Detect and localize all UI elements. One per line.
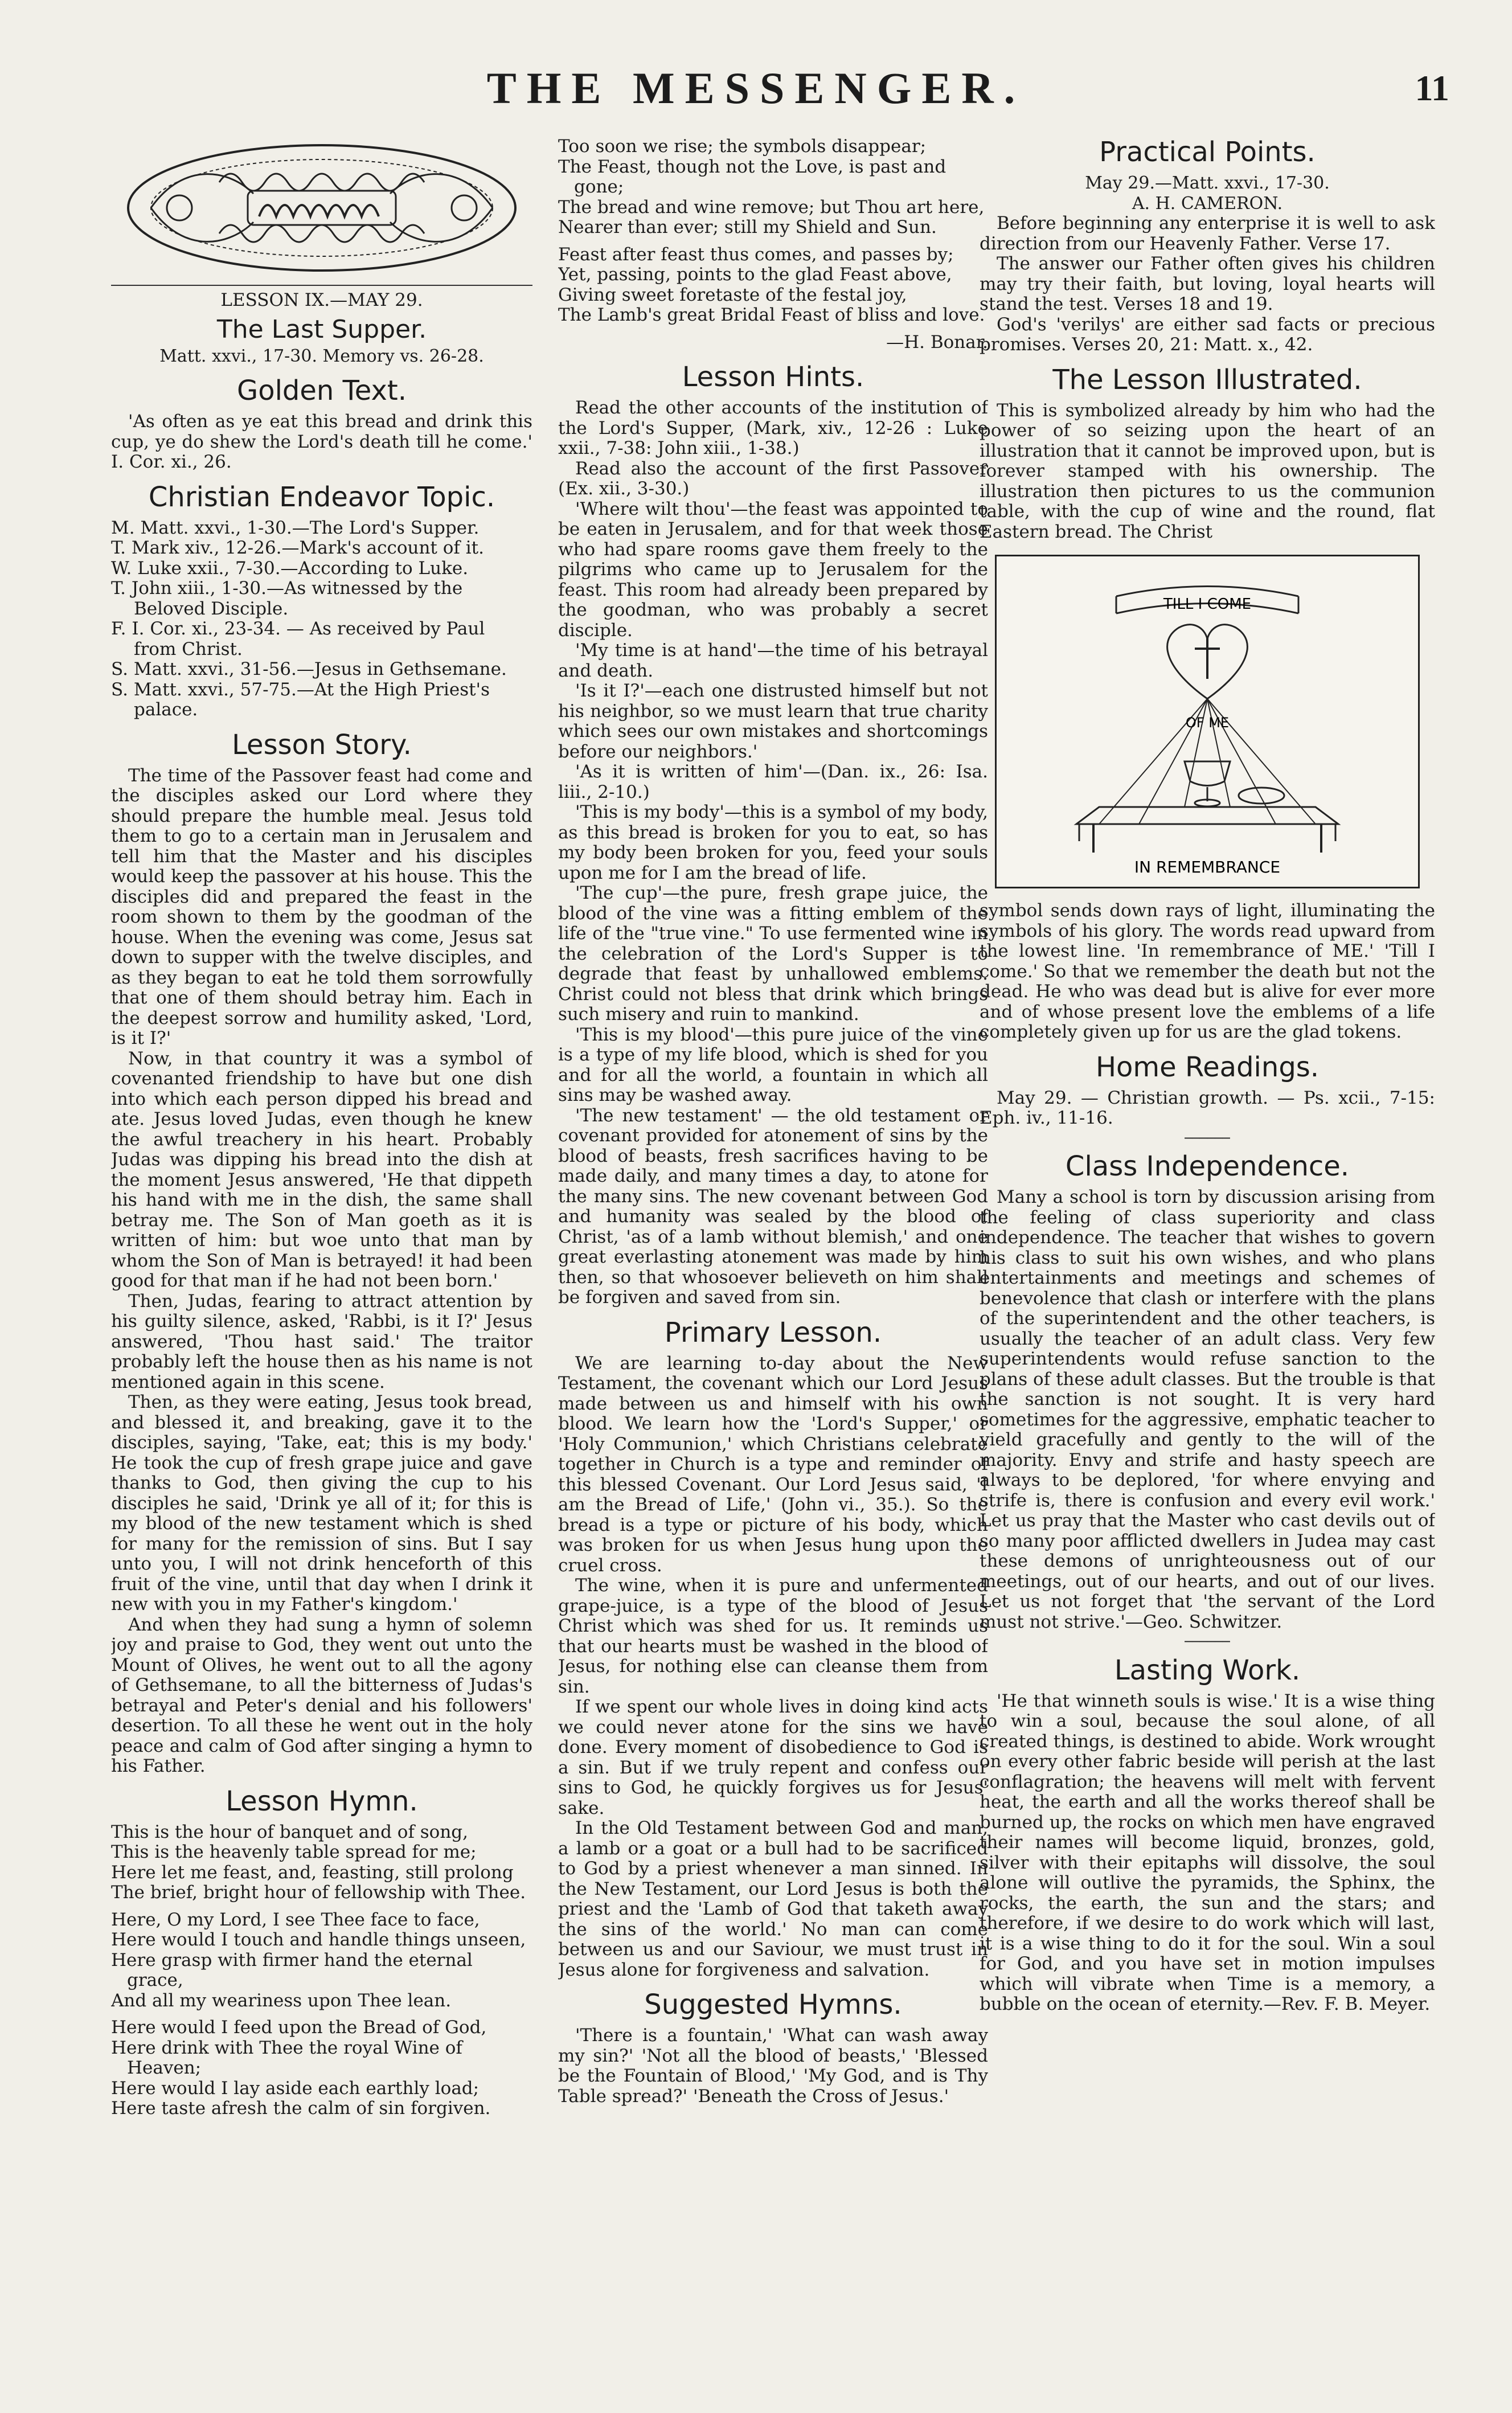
hymn-stanza [111,1822,532,1903]
hint-paragraph: 'As it is written of him'—(Dan. ix., 26: Isa. liii., 2-10.) [558,761,988,802]
hymn-line: Here let me feast, and, feasting, still prolong [111,1862,514,1883]
newspaper-title: THE MESSENGER. [486,63,1026,113]
hymn-stanza [111,2018,532,2119]
topic-item: S. Matt. xxvi., 31-56.—Jesus in Gethsemane. [111,659,507,679]
lasting-work-text: 'He that winneth souls is wise.' It is a wise thing to win a soul, because the soul alone, of all created things, is destined to abide. Work wrought on every other fabric beside will perish at the last conflagration; the heavens will melt with fervent heat, the earth and all the works thereof shall be burned up, the rocks on which men have engraved their names will become liquid, bronzes, gold, silver with their epitaphs will dissolve, the soul alone will outlive the pyramids, the Sphinx, the rocks, the earth, the sun and the stars; and therefore, if we desire to do work which will last, it is a wise thing to do it for the soul. Win a soul for God, and you have set in motion impulses which will vibrate when Time is a memory, a bubble on the ocean of eternity.—Rev. F. B. Meyer. [980,1690,1435,2014]
lesson-reference: Matt. xxvi., 17-30. Memory vs. 26-28. [159,346,484,366]
story-paragraph: Now, in that country it was a symbol of covenanted friendship to have but one dish into which each person dipped his bread and ate. Jesus loved Judas, even though he knew the awful treachery in his heart. Probably Judas was dipping his bread into the dish at the moment Jesus answered, 'He that dippeth his hand with me in the dish, the same shall betray me. The Son of Man goeth as it is written of him: but woe unto that man by whom the Son of Man is betrayed! it had been good for that man if he had not been born.' [111,1048,532,1291]
hymn-line: Here would I feed upon the Bread of God, [111,2017,487,2038]
hint-paragraph: 'Where wilt thou'—the feast was appointed to be eaten in Jerusalem, and for that week those who had spare rooms gave them freely to the pilgrims who came up to Jerusalem for the feast. This room had already been prepared by the goodman, who was probably a secret disciple. [558,498,988,641]
communion-illustration [995,555,1420,888]
hint-paragraph: 'This is my blood'—this pure juice of the vine is a type of my life blood, which is shed for you and for all the world, a fountain in which all sins may be washed away. [558,1024,988,1105]
lesson-title: The Last Supper. [216,314,427,344]
practical-points-author: A. H. CAMERON. [1132,193,1283,214]
ornament-divider: ────── [1185,1635,1230,1649]
lesson-hints-heading: Lesson Hints. [682,361,864,393]
suggested-hymns-text: 'There is a fountain,' 'What can wash away my sin?' 'Not all the blood of beasts,' 'Blessed be the Fountain of Blood,' 'My God, and is Thy Table spread?' 'Beneath the Cross of Jesus.' [558,2025,988,2107]
hymn-stanza [558,245,988,326]
page-number: 11 [1415,68,1449,108]
column-left [111,137,532,2141]
story-paragraph: And when they had sung a hymn of solemn joy and praise to God, they went out unto the Mount of Olives, he went out to all the agony of Gethsemane, to all the bitterness of Judas's betrayal and Peter's denial and his followers' desertion. To all these he went out in the holy peace and calm of God after singing a hymn to his Father. [111,1614,532,1776]
hymn-line: Here would I touch and handle things unseen, [111,1929,526,1950]
hymn-stanza [111,1910,532,2011]
hymn-line: Too soon we rise; the symbols disappear; [558,137,927,157]
primary-paragraph: The wine, when it is pure and unfermented grape-juice, is a type of the blood of Jesus Christ which was shed for us. It reminds us that our hearts must be washed in the blood of Jesus, for nothing else can cleanse them from sin. [558,1575,988,1697]
hymn-line: The Feast, though not the Love, is past and gone; [558,156,946,197]
hint-paragraph: Read also the account of the first Passover (Ex. xii., 3-30.) [558,458,988,499]
topic-item: T. John xiii., 1-30.—As witnessed by the Beloved Disciple. [111,578,463,619]
illustrated-paragraph: symbol sends down rays of light, illuminating the symbols of his glory. The words read upward from the lowest line. 'In remembrance of ME.' 'Till I come.' So that we remember the death but not the dead. He who was dead but is alive for ever more and of whose present love the emblems of a life completely given up for us are the glad tokens. [980,900,1435,1042]
suggested-hymns-heading: Suggested Hymns. [644,1989,902,2021]
hymn-line: Here would I lay aside each earthly load; [111,2078,480,2099]
illustrated-paragraph: This is symbolized already by him who had the power of so seizing upon the heart of an illustration that it cannot be improved upon, but is forever stamped with his ownership. The illustration then pictures to us the communion table, with the cup of wine and the round, flat Eastern bread. The Christ [980,400,1435,542]
home-readings-heading: Home Readings. [1095,1051,1320,1083]
column-middle [558,137,988,2301]
story-paragraph: Then, Judas, fearing to attract attention by his guilty silence, asked, 'Rabbi, is it I?' Jesus answered, 'Thou hast said.' The traitor probably left the house then as his name is not mentioned again in this scene. [111,1291,532,1392]
hymn-line: Here, O my Lord, I see Thee face to face, [111,1909,480,1930]
home-readings-text: May 29. — Christian growth. — Ps. xcii., 7-15: Eph. iv., 11-16. [980,1087,1435,1128]
topic-item: S. Matt. xxvi., 57-75.—At the High Priest's palace. [111,679,490,720]
illustration-bottom-label: IN REMEMBRANCE [1134,858,1281,876]
masthead [0,63,1512,125]
lesson-heading: LESSON IX.—MAY 29. [220,290,423,310]
hint-paragraph: 'This is my body'—this is a symbol of my body, as this bread is broken for you to eat, so has my body been broken for you, feed your souls upon me for I am the bread of life. [558,802,988,883]
primary-paragraph: In the Old Testament between God and man, a lamb or a goat or a bull had to be sacrificed to God by a priest whenever a man sinned. In the New Testament, our Lord Jesus is both the priest and the 'Lamb of God that taketh away the sins of the world.' No man can come between us and our Saviour, we must trust in Jesus alone for forgiveness and salvation. [558,1818,988,1980]
hymn-line: Here grasp with firmer hand the eternal grace, [111,1949,473,1990]
hymn-author: —H. Bonar. [886,331,988,353]
story-paragraph: The time of the Passover feast had come and the disciples asked our Lord where they should prepare the humble meal. Jesus told them to go to a certain man in Jerusalem and tell him that the Master and his disciples would keep the passover at his house. This the disciples did and prepared the feast in the room shown to them by the goodman of the house. When the evening was come, Jesus sat down to supper with the twelve disciples, and as they began to eat he told them sorrowfully that one of them should betray him. Each in the deepest sorrow and humility asked, 'Lord, is it I?' [111,765,532,1048]
hymn-line: Here drink with Thee the royal Wine of Heaven; [111,2037,462,2078]
practical-paragraph: Before beginning any enterprise it is well to ask direction from our Heavenly Father. Verse 17. [980,213,1435,254]
practical-points-heading: Practical Points. [1099,137,1316,168]
practical-paragraph: The answer our Father often gives his children may try their faith, but loving, loyal hearts will stand the test. Verses 18 and 19. [980,253,1435,314]
hymn-line: Here taste afresh the calm of sin forgiven. [111,2098,491,2119]
lesson-hymn-heading: Lesson Hymn. [226,1785,418,1817]
hymn-line: Nearer than ever; still my Shield and Sun. [558,217,937,237]
hint-paragraph: 'The cup'—the pure, fresh grape juice, the blood of the vine was a fitting emblem of the life of the "true vine." To use fermented wine in the celebration of the Lord's Supper is to degrade that feast by unhallowed emblems. Christ could not bless that drink which brings such misery and ruin to mankind. [558,883,988,1025]
hymn-line: Feast after feast thus comes, and passes by; [558,244,954,265]
divider [111,285,532,286]
illustrated-heading: The Lesson Illustrated. [1052,363,1362,396]
class-independence-text: Many a school is torn by discussion arising from the feeling of class superiority and class independence. The teacher that wishes to govern his class to suit his own wishes, and who plans entertainments and meetings and schemes of benevolence that clash or interfere with the plans of the superintendent and the other teachers, is usually the teacher of an adult class. Very few superintendents would refuse sanction to the plans of these adult classes. But the trouble is that the sanction is not sought. It is very hard sometimes for the aggressive, emphatic teacher to yield gracefully and gently to the will of the majority. Envy and strife and hasty speech are always to be deplored, 'for where envying and strife is, there is confusion and every evil work.' Let us pray that the Master who cast devils out of so many poor afflicted dwellers in Judea may cast these demons of unrighteousness out of our meetings, out of our hearts, and out of our lives. Let us not forget that 'the servant of the Lord must not strive.'—Geo. Schwitzer. [980,1187,1435,1632]
column-right [980,137,1435,2301]
hymn-line: And all my weariness upon Thee lean. [111,1990,452,2011]
hint-paragraph: 'Is it I?'—each one distrusted himself but not his neighbor, so we must learn that true charity which sees our own mistakes and shortcomings before our neighbors.' [558,681,988,762]
hint-paragraph: 'My time is at hand'—the time of his betrayal and death. [558,640,988,681]
hint-paragraph: 'The new testament' — the old testament or covenant provided for atonement of sins by the blood of beasts, fresh sacrifices having to be made daily, and many times a day, to atone for the many sins. The new covenant between God and humanity was sealed by the blood of Christ, 'as of a lamb without blemish,' and one great everlasting atonement was made by him then, so that whosoever believeth on him shall be forgiven and saved from sin. [558,1105,988,1308]
endeavor-heading: Christian Endeavor Topic. [148,481,495,513]
hymn-line: Yet, passing, points to the glad Feast above, [558,264,952,285]
lasting-work-heading: Lasting Work. [1114,1654,1301,1686]
topic-item: F. I. Cor. xi., 23-34. — As received by Paul from Christ. [111,618,485,659]
primary-lesson-heading: Primary Lesson. [664,1316,882,1349]
illustration-middle-label: OF ME [1185,715,1230,731]
primary-paragraph: We are learning to-day about the New Testament, the covenant which our Lord Jesus made between us and himself with his own blood. We learn how the 'Lord's Supper,' or 'Holy Communion,' which Christians celebrate together in Church is a type and reminder of this blessed Covenant. Our Lord Jesus said, 'I am the Bread of Life,' (John vi., 35.). So the bread is a type or picture of his body, which was broken for us when Jesus hung upon the cruel cross. [558,1353,988,1576]
endeavor-topics [111,518,532,720]
sabbath-school-logo [117,137,527,279]
ornament-divider: ────── [1185,1131,1230,1146]
topic-item: T. Mark xiv., 12-26.—Mark's account of it. [111,538,484,558]
hymn-line: This is the hour of banquet and of song, [111,1821,469,1842]
practical-points-ref: May 29.—Matt. xxvi., 17-30. [1085,173,1330,193]
topic-item: W. Luke xxii., 7-30.—According to Luke. [111,558,469,579]
lesson-story-heading: Lesson Story. [232,728,412,761]
class-independence-heading: Class Independence. [1065,1150,1350,1182]
hymn-line: Giving sweet foretaste of the festal joy, [558,284,907,305]
hymn-stanza [558,137,988,238]
hymn-line: The Lamb's great Bridal Feast of bliss and love. [558,305,985,325]
hymn-line: The brief, bright hour of fellowship with Thee. [111,1882,526,1903]
hint-paragraph: Read the other accounts of the institution of the Lord's Supper, (Mark, xiv., 12-26 : Luke xxii., 7-38: John xiii., 1-38.) [558,398,988,458]
practical-paragraph: God's 'verilys' are either sad facts or precious promises. Verses 20, 21: Matt. x., 42. [980,314,1435,355]
primary-paragraph: If we spent our whole lives in doing kind acts we could never atone for the sins we have done. Every moment of disobedience to God is a sin. But if we truly repent and confess our sins to God, he quickly forgives us for Jesus' sake. [558,1697,988,1818]
hymn-line: This is the heavenly table spread for me; [111,1842,477,1862]
hymn-line: The bread and wine remove; but Thou art here, [558,196,985,218]
story-paragraph: Then, as they were eating, Jesus took bread, and blessed it, and breaking, gave it to the disciples, saying, 'Take, eat; this is my body.' He took the cup of fresh grape juice and gave thanks to God, then giving the cup to his disciples he said, 'Drink ye all of it; for this is my blood of the new testament which is shed for many for the remission of sins. But I say unto you, I will not drink henceforth of this fruit of the vine, until that day when I drink it new with you in my Father's kingdom.' [111,1392,532,1615]
golden-text: 'As often as ye eat this bread and drink this cup, ye do shew the Lord's death till he come.' I. Cor. xi., 26. [111,411,532,472]
golden-text-heading: Golden Text. [237,375,407,407]
illustration-top-label: TILL I COME [1163,596,1252,613]
topic-item: M. Matt. xxvi., 1-30.—The Lord's Supper. [111,517,480,538]
